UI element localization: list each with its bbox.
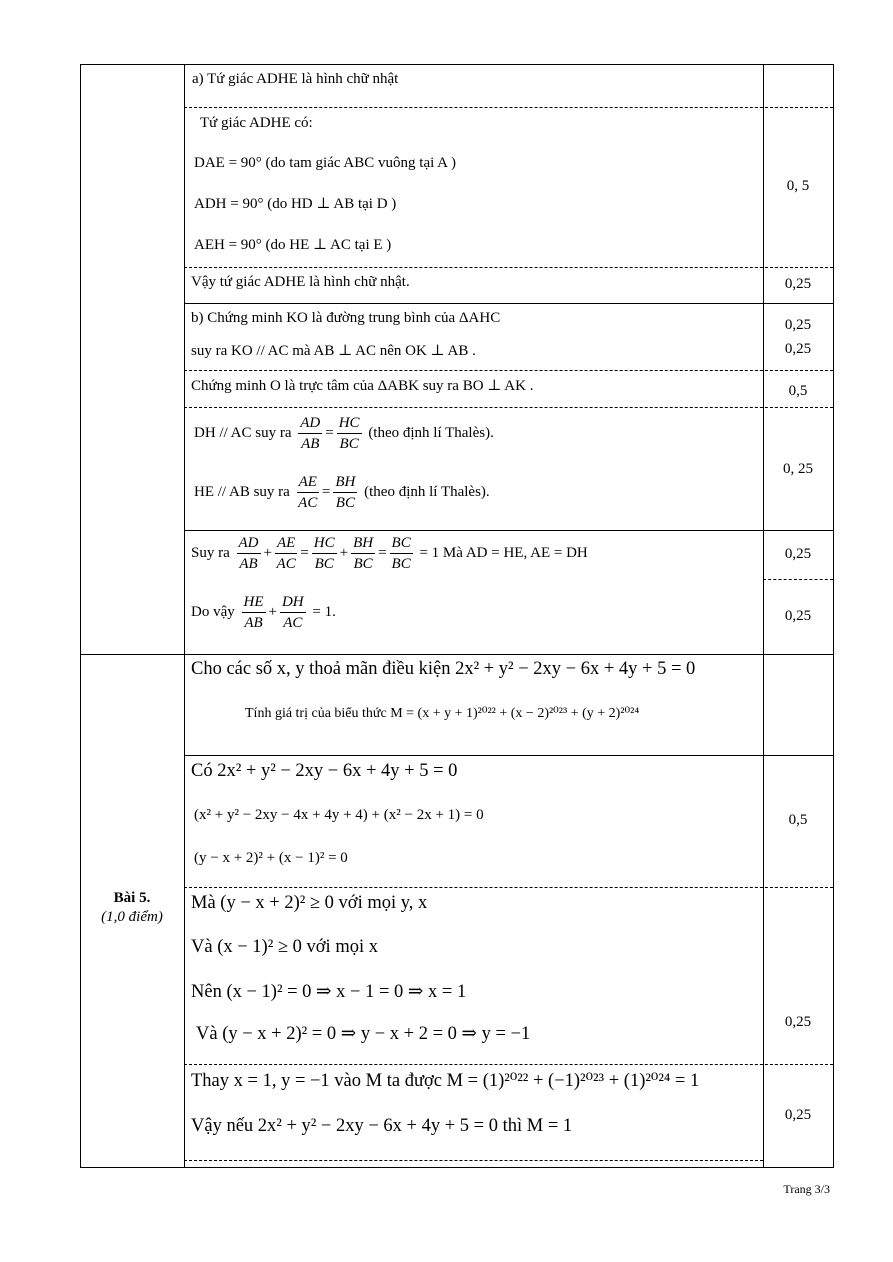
solution-line7: Và (y − x + 2)² = 0 ⇒ y − x + 2 = 0 ⇒ y = −1 [196,1024,531,1044]
conclusion-line-suffix: = 1. [312,603,336,620]
bai5-problem-line1: Cho các số x, y thoả mãn điều kiện 2x² + y² − 2xy − 6x + 4y + 5 = 0 [191,659,696,679]
row-divider [184,887,833,888]
row-divider [184,303,834,304]
fraction: $\frac{AD}{AB}$ [238,535,259,572]
fraction: $\frac{BH}{BC}$ [353,535,374,572]
bai5-points: (1,0 điểm) [101,909,163,925]
bai5-problem-line2: Tính giá trị của biểu thức M = (x + y + 1)²⁰²² + (x − 2)²⁰²³ + (y + 2)²⁰²⁴ [245,706,640,721]
thales-line1-prefix: DH // AC suy ra [194,424,292,441]
score-cell: 0,25 [784,317,812,333]
solution-line1: Có 2x² + y² − 2xy − 6x + 4y + 5 = 0 [191,761,458,781]
fraction: $\frac{HE}{AB}$ [243,594,264,631]
part-a-title: a) Tứ giác ADHE là hình chữ nhật [192,71,399,87]
solution-line3: (y − x + 2)² + (x − 1)² = 0 [194,850,348,866]
solution-line6: Nên (x − 1)² = 0 ⇒ x − 1 = 0 ⇒ x = 1 [191,982,467,1002]
part-b-line2: suy ra KO // AC mà AB ⊥ AC nên OK ⊥ AB . [191,343,476,359]
row-divider [184,407,833,408]
thales-line2-suffix: (theo định lí Thalès). [364,483,490,500]
fraction: $\frac{AE}{AC}$ [276,535,296,572]
score-cell: 0, 25 [783,461,813,477]
bai5-label [80,889,184,927]
solution-line8: Thay x = 1, y = −1 vào M ta được M = (1)²⁰²² + (−1)²⁰²³ + (1)²⁰²⁴ = 1 [191,1071,700,1091]
row-divider [184,267,833,268]
table-border-bottom [80,1167,834,1168]
solution-line4: Mà (y − x + 2)² ≥ 0 với mọi y, x [191,893,428,913]
sum-line-prefix: Suy ra [191,544,230,561]
page-number: Trang 3/3 [783,1182,830,1196]
part-b-line3: Chứng minh O là trực tâm của ΔABK suy ra BO ⊥ AK . [191,378,534,394]
score-cell: 0,5 [788,812,808,828]
thales-line2: HE // AB suy ra $\frac{AE}{AC}$ = $\frac{BH}{BC}$ (theo định lí Thalès). [194,474,490,511]
conclusion-line: Do vậy $\frac{HE}{AB}$ + $\frac{DH}{AC}$ = 1. [191,594,336,631]
row-divider [184,107,833,108]
score-cell: 0, 5 [786,178,810,194]
part-a-conclusion: Vậy tứ giác ADHE là hình chữ nhật. [191,274,410,290]
score-cell: 0,25 [784,546,812,562]
table-border-top [80,64,834,65]
thales-line1: DH // AC suy ra $\frac{AD}{AB}$ = $\frac{HC}{BC}$ (theo định lí Thalès). [194,415,494,452]
score-cell: 0,25 [784,276,812,292]
solution-line9: Vậy nếu 2x² + y² − 2xy − 6x + 4y + 5 = 0 thì M = 1 [191,1116,573,1136]
score-cell: 0,25 [784,341,812,357]
fraction: $\frac{BC}{BC}$ [391,535,411,572]
sum-line-suffix: = 1 Mà AD = HE, AE = DH [419,544,588,561]
row-divider [184,1064,833,1065]
solution-line5: Và (x − 1)² ≥ 0 với mọi x [191,937,378,957]
thales-line1-suffix: (theo định lí Thalès). [368,424,494,441]
conclusion-line-prefix: Do vậy [191,603,235,620]
table-border-right [833,64,834,1168]
row-divider [184,1160,763,1161]
row-divider [763,579,833,580]
fraction: $\frac{BH}{BC}$ [335,474,356,511]
score-cell: 0,5 [788,383,808,399]
score-cell: 0,25 [784,608,812,624]
section-divider [80,654,834,655]
score-cell: 0,25 [784,1107,812,1123]
fraction: $\frac{HC}{BC}$ [313,535,335,572]
fraction: $\frac{AD}{AB}$ [300,415,321,452]
row-divider [184,755,834,756]
fraction: $\frac{HC}{BC}$ [338,415,360,452]
sum-line: Suy ra $\frac{AD}{AB}$ + $\frac{AE}{AC}$ = $\frac{HC}{BC}$ + $\frac{BH}{BC}$ = $\frac{BC}{BC}$ = 1 Mà AD = HE, AE = DH [191,535,588,572]
fraction: $\frac{AE}{AC}$ [298,474,318,511]
part-a-angle-dae: DAE = 90° (do tam giác ABC vuông tại A ) [194,155,456,171]
thales-line2-prefix: HE // AB suy ra [194,483,290,500]
bai5-title: Bài 5. [113,890,151,906]
score-cell: 0,25 [784,1014,812,1030]
solution-line2: (x² + y² − 2xy − 4x + 4y + 4) + (x² − 2x + 1) = 0 [194,807,484,823]
table-border-left [80,64,81,1168]
row-divider [184,530,834,531]
part-a-angle-adh: ADH = 90° (do HD ⊥ AB tại D ) [194,196,397,212]
table-divider-col1 [184,64,185,1168]
fraction: $\frac{DH}{AC}$ [281,594,304,631]
row-divider [184,370,833,371]
part-a-angle-aeh: AEH = 90° (do HE ⊥ AC tại E ) [194,237,392,253]
part-b-line1: b) Chứng minh KO là đường trung bình của ΔAHC [191,310,501,326]
part-a-intro: Tứ giác ADHE có: [200,115,313,131]
